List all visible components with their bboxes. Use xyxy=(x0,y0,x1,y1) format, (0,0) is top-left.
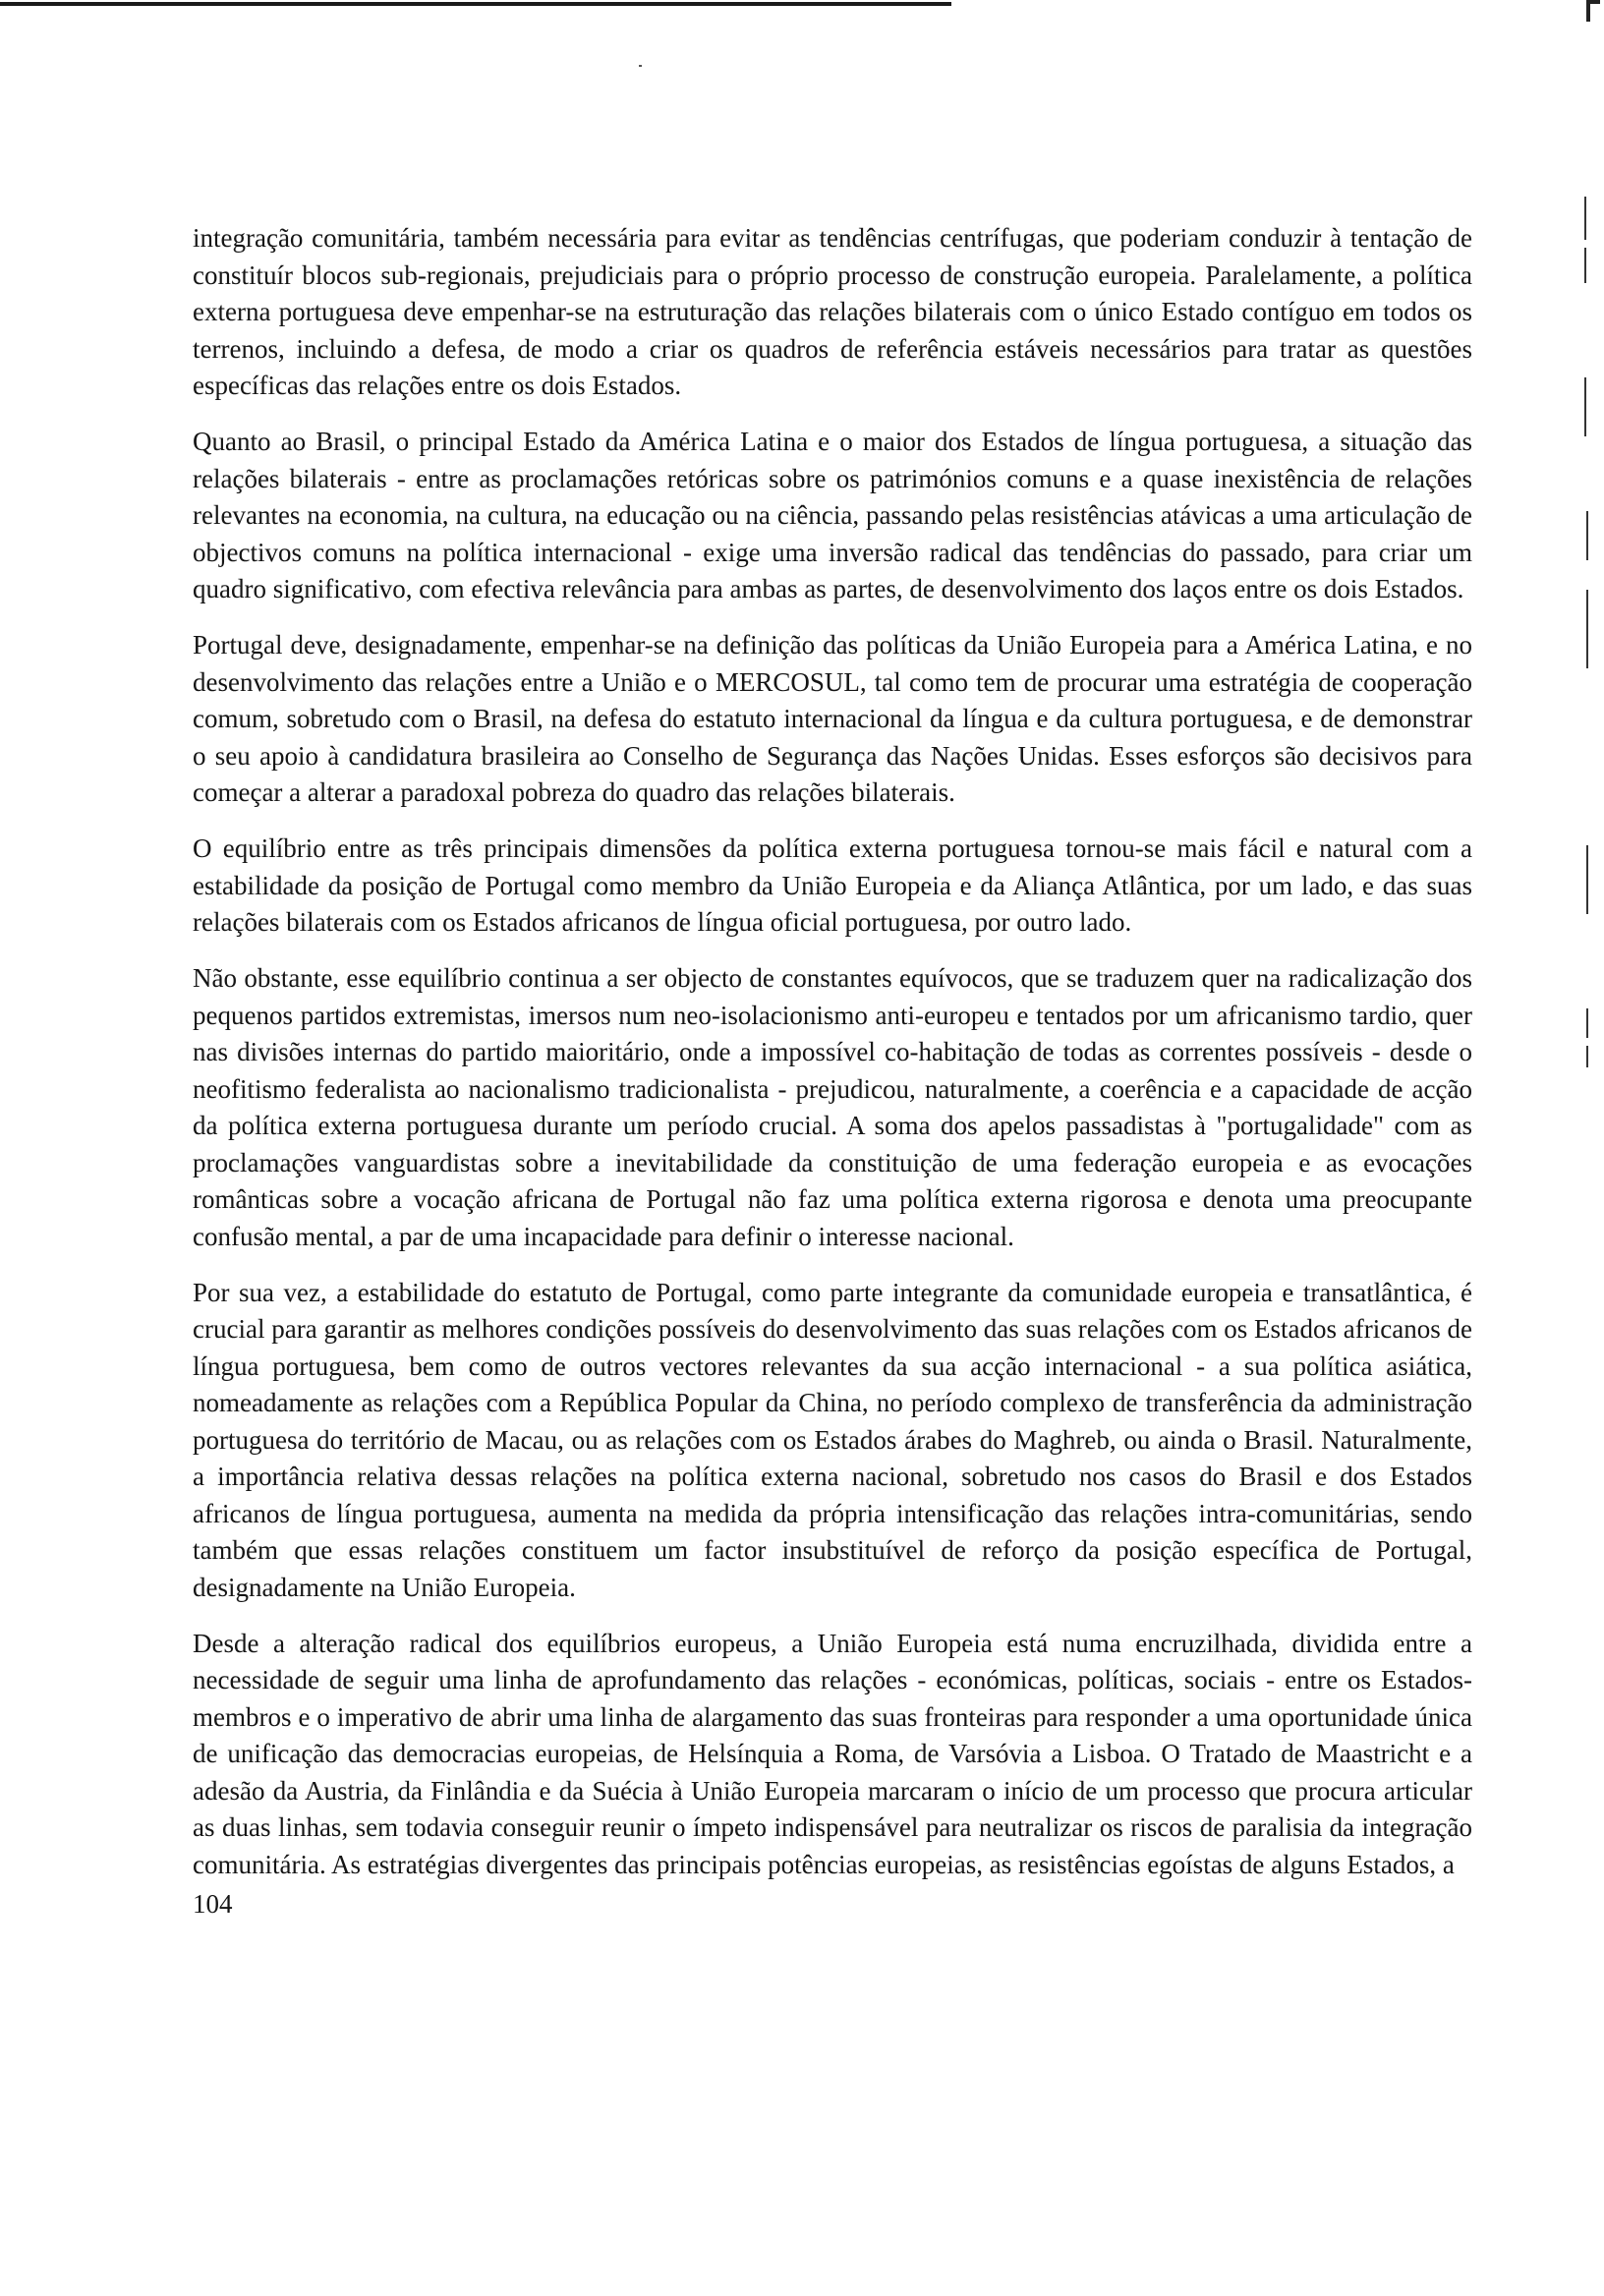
paragraph: Quanto ao Brasil, o principal Estado da América Latina e o maior dos Estados de língua portuguesa, a situação das relações bilaterais - entre as proclamações retóricas sobre os patrimónios comuns e a quase inexistência de relações relevantes na economia, na cultura, na educação ou na ciência, passando pelas resistências atávicas a uma articulação de objectivos comuns na política internacional - exige uma inversão radical das tendências do passado, para criar um quadro significativo, com efectiva relevância para ambas as partes, de desenvolvimento dos laços entre os dois Estados. xyxy=(193,427,1472,603)
paragraph: integração comunitária, também necessária para evitar as tendências centrífugas, que poderiam conduzir à tentação de constituír blocos sub-regionais, prejudiciais para o próprio processo de construção europeia. Paralelamente, a política externa portuguesa deve empenhar-se na estruturação das relações bilaterais com o único Estado contíguo em todos os terrenos, incluindo a defesa, de modo a criar os quadros de referência estáveis necessários para tratar as questões específicas das relações entre os dois Estados. xyxy=(193,223,1472,400)
scan-margin-mark xyxy=(1586,590,1588,668)
paragraph: Não obstante, esse equilíbrio continua a ser objecto de constantes equívocos, que se traduzem quer na radicalização dos pequenos partidos extremistas, imersos num neo-isolacionismo anti-europeu e tentados por um africanismo tardio, quer nas divisões internas do partido maioritário, onde a impossível co-habitação de todas as correntes possíveis - desde o neofitismo federalista ao nacionalismo tradicionalista - prejudicou, naturalmente, a coerência e a capacidade de acção da política externa portuguesa durante um período crucial. A soma dos apelos passadistas à "portugalidade" com as proclamações vanguardistas sobre a inevitabilidade da constituição de uma federação europeia e as evocações românticas sobre a vocação africana de Portugal não faz uma política externa rigorosa e denota uma preocupante confusão mental, a par de uma incapacidade para definir o interesse nacional. xyxy=(193,963,1472,1251)
scan-top-edge-line xyxy=(0,2,951,6)
scan-speck xyxy=(639,65,642,67)
scan-margin-mark xyxy=(1584,377,1586,436)
scan-margin-mark xyxy=(1586,1046,1588,1067)
scan-margin-mark xyxy=(1584,197,1586,240)
paragraph: Por sua vez, a estabilidade do estatuto de Portugal, como parte integrante da comunidade europeia e transatlântica, é crucial para garantir as melhores condições possíveis do desenvolvimento das suas relações com os Estados africanos de língua portuguesa, bem como de outros vectores relevantes da sua acção internacional - a sua política asiática, nomeadamente as relações com a República Popular da China, no período complexo de transferência da administração portuguesa do território de Macau, ou as relações com os Estados árabes do Maghreb, ou ainda o Brasil. Naturalmente, a importância relativa dessas relações na política externa nacional, sobretudo nos casos do Brasil e dos Estados africanos de língua portuguesa, aumenta na medida da própria intensificação das relações intra-comunitárias, sendo também que essas relações constituem um factor insubstituível de reforço da posição específica de Portugal, designadamente na União Europeia. xyxy=(193,1277,1472,1602)
paragraph: Desde a alteração radical dos equilíbrios europeus, a União Europeia está numa encruzilhada, dividida entre a necessidade de seguir uma linha de aprofundamento das relações - económicas, políticas, sociais - entre os Estados-membros e o imperativo de abrir uma linha de alargamento das suas fronteiras para responder a uma oportunidade única de unificação das democracias europeias, de Helsínquia a Roma, de Varsóvia a Lisboa. O Tratado de Maastricht e a adesão da Austria, da Finlândia e da Suécia à União Europeia marcaram o início de um processo que procura articular as duas linhas, sem todavia conseguir reunir o ímpeto indispensável para neutralizar os riscos de paralisia da integração comunitária. As estratégias divergentes das principais potências europeias, as resistências egoístas de alguns Estados, a xyxy=(193,1628,1472,1879)
paragraph: Portugal deve, designadamente, empenhar-se na definição das políticas da União Europeia para a América Latina, e no desenvolvimento das relações entre a União e o MERCOSUL, tal como tem de procurar uma estratégia de cooperação comum, sobretudo com o Brasil, na defesa do estatuto internacional da língua e da cultura portuguesa, e de demonstrar o seu apoio à candidatura brasileira ao Conselho de Segurança das Nações Unidas. Esses esforços são decisivos para começar a alterar a paradoxal pobreza do quadro das relações bilaterais. xyxy=(193,630,1472,807)
scan-corner-mark xyxy=(1586,0,1590,22)
scan-margin-mark xyxy=(1584,248,1586,283)
paragraph: O equilíbrio entre as três principais dimensões da política externa portuguesa tornou-se mais fácil e natural com a estabilidade da posição de Portugal como membro da União Europeia e da Aliança Atlântica, por um lado, e das suas relações bilaterais com os Estados africanos de língua oficial portuguesa, por outro lado. xyxy=(193,833,1472,937)
scan-margin-mark xyxy=(1586,1008,1588,1038)
scan-margin-mark xyxy=(1586,845,1588,914)
page-body xyxy=(193,220,1472,1921)
scan-margin-mark xyxy=(1586,511,1588,560)
page-number: 104 xyxy=(193,1889,233,1919)
